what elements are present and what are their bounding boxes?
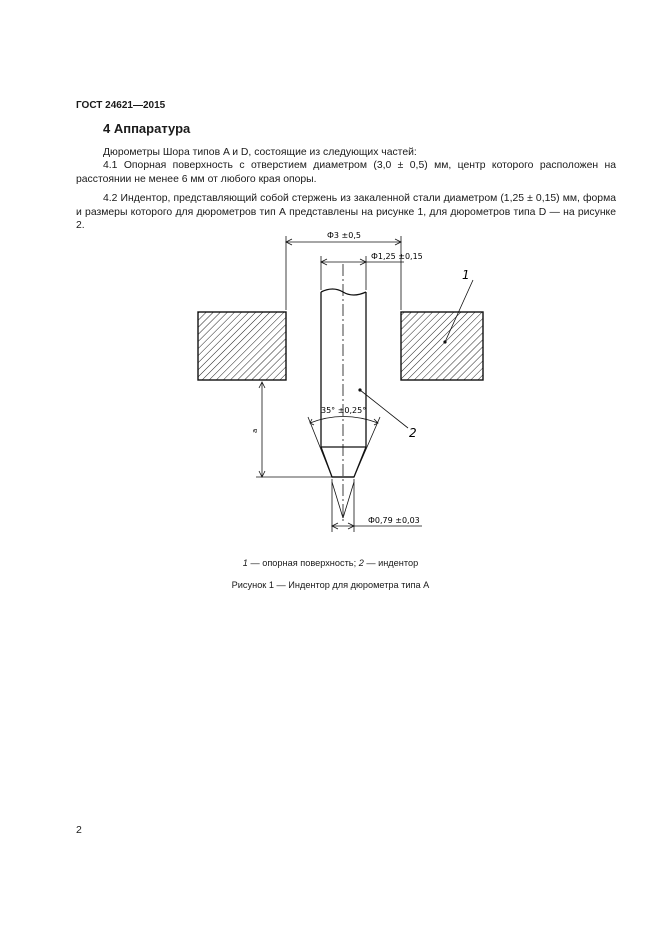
legend-number-2: 2 bbox=[358, 558, 364, 568]
legend-text-1: — опорная поверхность; bbox=[247, 558, 359, 568]
indenter-figure bbox=[190, 222, 470, 547]
dimension-height bbox=[256, 382, 335, 477]
body-text bbox=[76, 146, 616, 232]
dimension-height-label: a bbox=[251, 428, 259, 433]
figure-caption: Рисунок 1 — Индентор для дюрометра типа А bbox=[231, 580, 430, 590]
figure-legend bbox=[0, 558, 661, 568]
support-block-right bbox=[401, 312, 483, 380]
dimension-rod-label: Ф1,25 ±0,15 bbox=[371, 252, 423, 261]
indenter-drawing bbox=[190, 222, 470, 542]
dimension-hole-label: Ф3 ±0,5 bbox=[327, 231, 361, 240]
dimension-hole bbox=[286, 236, 401, 310]
paragraph-intro: Дюрометры Шора типов A и D, состоящие из следующих частей: bbox=[103, 147, 417, 158]
legend-text-2: — индентор bbox=[363, 558, 419, 568]
section-title: 4 Аппаратура bbox=[103, 121, 191, 136]
dimension-rod bbox=[321, 256, 404, 290]
document-header: ГОСТ 24621—2015 bbox=[76, 100, 166, 111]
dimension-tip-label: Ф0,79 ±0,03 bbox=[368, 516, 420, 525]
paragraph-4-1: 4.1 Опорная поверхность с отверстием диаметром (3,0 ± 0,5) мм, центр которого расположен на расстоянии не менее 6 мм от любого края опоры. bbox=[76, 160, 616, 185]
callout-2-label: 2 bbox=[409, 426, 417, 440]
page-number: 2 bbox=[76, 824, 82, 836]
indenter-rod bbox=[321, 289, 366, 477]
support-block-left bbox=[198, 312, 286, 380]
legend-number-1: 1 bbox=[242, 558, 248, 568]
paragraph-4-2: 4.2 Индентор, представляющий собой стержень из закаленной стали диаметром (1,25 ± 0,15) мм, форма и размеры которого для дюрометров тип А представлены на рисунке 1, для дюрометров типа D — на рисунке 2. bbox=[76, 193, 616, 232]
callout-1-label: 1 bbox=[462, 268, 470, 282]
dimension-angle-label: 35° ±0,25° bbox=[321, 406, 367, 415]
